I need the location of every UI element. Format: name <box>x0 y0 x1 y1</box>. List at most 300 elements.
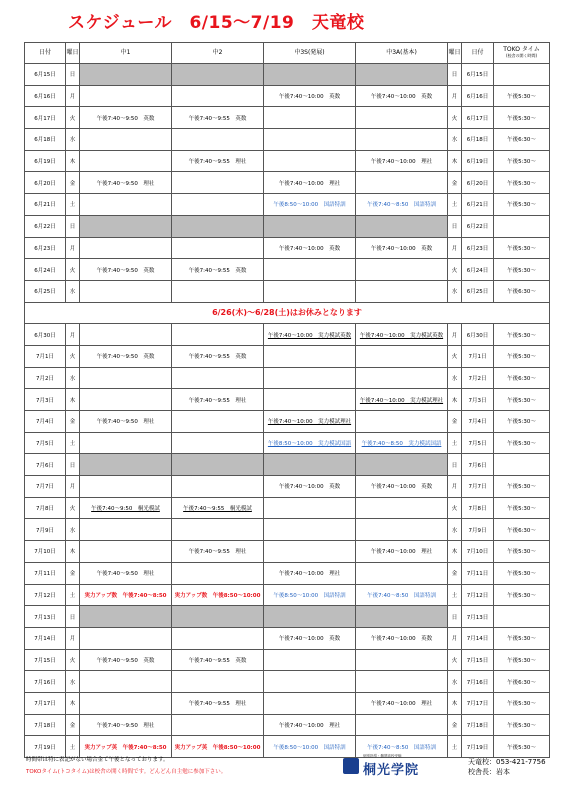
class2-cell <box>172 237 264 259</box>
class3s-cell: 午後7:40〜10:00 理社 <box>264 714 356 736</box>
date-right-cell: 7月4日 <box>462 411 494 433</box>
class3a-cell: 午後7:40〜10:00 英数 <box>356 237 448 259</box>
class2-cell <box>172 606 264 628</box>
class2-cell: 午後7:40〜9:55 理社 <box>172 692 264 714</box>
class3a-cell: 午後7:40〜8:50 国語特訓 <box>356 736 448 758</box>
dow-right-cell: 水 <box>448 671 462 693</box>
schedule-row <box>25 476 550 498</box>
dow-cell: 日 <box>66 64 80 86</box>
class1-cell: 午後7:40〜9:50 理社 <box>80 714 172 736</box>
date-right-cell: 6月21日 <box>462 194 494 216</box>
page-title: スケジュール 6/15〜7/19 天竜校 <box>68 13 365 33</box>
date-cell: 7月1日 <box>25 345 66 367</box>
footnote-hours: 時間帯は特に表記がない場合金て午後となっております。 <box>26 757 169 763</box>
dow-right-cell: 土 <box>448 584 462 606</box>
class1-cell <box>80 627 172 649</box>
contact-head: 校舎長：岩本 <box>468 768 510 776</box>
date-cell: 7月8日 <box>25 497 66 519</box>
dow-cell: 水 <box>66 280 80 302</box>
toko-cell <box>494 454 550 476</box>
footnote-toko: TOKOタイム(トコタイム)は校舎の開く時間です。どんどん自主勉に参加下さい。 <box>26 769 227 775</box>
date-cell: 6月23日 <box>25 237 66 259</box>
class3a-cell <box>356 280 448 302</box>
class3a-cell <box>356 64 448 86</box>
class2-cell <box>172 85 264 107</box>
class2-cell <box>172 129 264 151</box>
dow-cell: 水 <box>66 129 80 151</box>
class1-cell <box>80 194 172 216</box>
class3a-cell: 午後7:40〜10:00 理社 <box>356 692 448 714</box>
class3a-cell <box>356 367 448 389</box>
date-cell: 6月16日 <box>25 85 66 107</box>
date-right-cell: 6月19日 <box>462 150 494 172</box>
date-right-cell: 7月13日 <box>462 606 494 628</box>
date-cell: 7月5日 <box>25 432 66 454</box>
date-right-cell: 6月18日 <box>462 129 494 151</box>
schedule-table <box>24 42 550 758</box>
class3s-cell: 午後8:50〜10:00 実力模試国語 <box>264 432 356 454</box>
class1-cell <box>80 671 172 693</box>
toko-cell: 午後5:30〜 <box>494 649 550 671</box>
dow-cell: 火 <box>66 259 80 281</box>
class3a-cell <box>356 345 448 367</box>
schedule-row <box>25 172 550 194</box>
date-cell: 6月22日 <box>25 215 66 237</box>
date-cell: 6月17日 <box>25 107 66 129</box>
date-cell: 6月18日 <box>25 129 66 151</box>
class1-cell <box>80 541 172 563</box>
dow-cell: 木 <box>66 541 80 563</box>
schedule-row <box>25 627 550 649</box>
class2-cell <box>172 714 264 736</box>
dow-right-cell: 日 <box>448 64 462 86</box>
date-cell: 6月15日 <box>25 64 66 86</box>
school-logo <box>343 754 419 778</box>
toko-cell <box>494 64 550 86</box>
schedule-row <box>25 215 550 237</box>
dow-right-cell: 木 <box>448 692 462 714</box>
date-cell: 7月11日 <box>25 562 66 584</box>
date-cell: 7月7日 <box>25 476 66 498</box>
class1-cell <box>80 606 172 628</box>
class1-cell <box>80 215 172 237</box>
dow-cell: 月 <box>66 324 80 346</box>
date-right-cell: 7月10日 <box>462 541 494 563</box>
dow-cell: 日 <box>66 606 80 628</box>
class2-cell <box>172 215 264 237</box>
class3s-cell: 午後7:40〜10:00 英数 <box>264 476 356 498</box>
class3s-cell <box>264 64 356 86</box>
class1-cell <box>80 129 172 151</box>
class1-cell <box>80 432 172 454</box>
logo-name: 桐光学院 <box>363 763 420 778</box>
schedule-row <box>25 64 550 86</box>
date-right-cell: 7月18日 <box>462 714 494 736</box>
dow-cell: 月 <box>66 237 80 259</box>
class1-cell: 午後7:40〜9:50 英数 <box>80 107 172 129</box>
dow-cell: 火 <box>66 345 80 367</box>
class3s-cell <box>264 389 356 411</box>
class2-cell: 午後7:40〜9:55 桐光模試 <box>172 497 264 519</box>
class1-cell <box>80 150 172 172</box>
header-toko <box>494 43 550 64</box>
class1-cell <box>80 389 172 411</box>
class3a-cell <box>356 172 448 194</box>
date-cell: 6月24日 <box>25 259 66 281</box>
toko-cell: 午後6:30〜 <box>494 280 550 302</box>
dow-right-cell: 土 <box>448 432 462 454</box>
toko-cell: 午後5:30〜 <box>494 150 550 172</box>
class1-cell: 実力アップ英 午後7:40〜8:50 <box>80 736 172 758</box>
toko-cell: 午後6:30〜 <box>494 129 550 151</box>
class3s-cell: 午後7:40〜10:00 実力模試理社 <box>264 411 356 433</box>
class3s-cell <box>264 649 356 671</box>
dow-right-cell: 金 <box>448 714 462 736</box>
toko-cell: 午後5:30〜 <box>494 476 550 498</box>
date-cell: 6月30日 <box>25 324 66 346</box>
toko-cell: 午後5:30〜 <box>494 497 550 519</box>
class2-cell <box>172 280 264 302</box>
date-right-cell: 6月17日 <box>462 107 494 129</box>
class3a-cell <box>356 519 448 541</box>
class1-cell <box>80 64 172 86</box>
header-c3a: 中3A(基本) <box>356 43 448 64</box>
schedule-row <box>25 454 550 476</box>
dow-right-cell: 土 <box>448 736 462 758</box>
date-cell: 7月10日 <box>25 541 66 563</box>
schedule-row <box>25 541 550 563</box>
dow-cell: 火 <box>66 497 80 519</box>
class2-cell <box>172 367 264 389</box>
dow-right-cell: 水 <box>448 280 462 302</box>
header-row <box>25 43 550 64</box>
class3a-cell: 午後7:40〜8:50 国語特訓 <box>356 584 448 606</box>
class3a-cell <box>356 562 448 584</box>
class2-cell <box>172 64 264 86</box>
date-cell: 7月15日 <box>25 649 66 671</box>
dow-cell: 土 <box>66 584 80 606</box>
header-c3s: 中3S(発展) <box>264 43 356 64</box>
dow-right-cell: 月 <box>448 85 462 107</box>
header-toko-sub: (校舎の開く時間) <box>505 53 538 58</box>
dow-cell: 金 <box>66 562 80 584</box>
date-cell: 7月13日 <box>25 606 66 628</box>
schedule-row <box>25 671 550 693</box>
date-cell: 7月9日 <box>25 519 66 541</box>
class2-cell: 実力アップ数 午後8:50〜10:00 <box>172 584 264 606</box>
class3a-cell: 午後7:40〜10:00 英数 <box>356 85 448 107</box>
class3s-cell: 午後7:40〜10:00 英数 <box>264 627 356 649</box>
date-cell: 7月12日 <box>25 584 66 606</box>
class2-cell <box>172 671 264 693</box>
schedule-row <box>25 85 550 107</box>
dow-cell: 金 <box>66 172 80 194</box>
dow-right-cell: 火 <box>448 345 462 367</box>
schedule-row <box>25 324 550 346</box>
class1-cell: 午後7:40〜9:50 理社 <box>80 562 172 584</box>
class3s-cell: 午後7:40〜10:00 英数 <box>264 237 356 259</box>
date-cell: 7月17日 <box>25 692 66 714</box>
class3s-cell <box>264 129 356 151</box>
date-cell: 7月3日 <box>25 389 66 411</box>
class3s-cell <box>264 150 356 172</box>
date-cell: 7月4日 <box>25 411 66 433</box>
date-cell: 7月2日 <box>25 367 66 389</box>
dow-cell: 日 <box>66 454 80 476</box>
dow-right-cell: 日 <box>448 215 462 237</box>
date-cell: 7月18日 <box>25 714 66 736</box>
dow-right-cell: 日 <box>448 606 462 628</box>
dow-cell: 木 <box>66 692 80 714</box>
class3a-cell <box>356 259 448 281</box>
toko-cell: 午後5:30〜 <box>494 411 550 433</box>
date-right-cell: 7月17日 <box>462 692 494 714</box>
schedule-row <box>25 562 550 584</box>
class2-cell <box>172 172 264 194</box>
dow-right-cell: 月 <box>448 476 462 498</box>
schedule-row <box>25 150 550 172</box>
logo-text <box>363 754 419 778</box>
class2-cell <box>172 432 264 454</box>
class3s-cell <box>264 345 356 367</box>
dow-right-cell: 火 <box>448 107 462 129</box>
class3a-cell <box>356 497 448 519</box>
class2-cell: 午後7:40〜9:55 理社 <box>172 389 264 411</box>
dow-right-cell: 火 <box>448 259 462 281</box>
date-cell: 6月21日 <box>25 194 66 216</box>
schedule-row <box>25 714 550 736</box>
class3s-cell: 午後8:50〜10:00 国語特訓 <box>264 736 356 758</box>
dow-right-cell: 土 <box>448 194 462 216</box>
date-right-cell: 6月22日 <box>462 215 494 237</box>
schedule-row <box>25 280 550 302</box>
toko-cell <box>494 606 550 628</box>
toko-cell: 午後5:30〜 <box>494 432 550 454</box>
schedule-row <box>25 649 550 671</box>
toko-cell: 午後5:30〜 <box>494 627 550 649</box>
date-right-cell: 7月9日 <box>462 519 494 541</box>
class2-cell <box>172 454 264 476</box>
class1-cell <box>80 454 172 476</box>
date-right-cell: 7月6日 <box>462 454 494 476</box>
class1-cell: 午後7:40〜9:50 英数 <box>80 345 172 367</box>
date-right-cell: 6月30日 <box>462 324 494 346</box>
class3a-cell <box>356 129 448 151</box>
class3s-cell <box>264 280 356 302</box>
dow-right-cell: 火 <box>448 497 462 519</box>
dow-cell: 木 <box>66 389 80 411</box>
date-right-cell: 6月24日 <box>462 259 494 281</box>
class3s-cell <box>264 215 356 237</box>
class3a-cell: 午後7:40〜10:00 英数 <box>356 476 448 498</box>
toko-cell: 午後5:30〜 <box>494 562 550 584</box>
class3s-cell <box>264 606 356 628</box>
dow-right-cell: 月 <box>448 324 462 346</box>
toko-cell: 午後5:30〜 <box>494 736 550 758</box>
class2-cell: 午後7:40〜9:55 英数 <box>172 259 264 281</box>
toko-cell: 午後5:30〜 <box>494 389 550 411</box>
schedule-row <box>25 345 550 367</box>
class3a-cell: 午後7:40〜8:50 実力模試国語 <box>356 432 448 454</box>
toko-cell: 午後5:30〜 <box>494 107 550 129</box>
date-right-cell: 7月14日 <box>462 627 494 649</box>
dow-right-cell: 金 <box>448 411 462 433</box>
class3s-cell <box>264 454 356 476</box>
dow-cell: 月 <box>66 627 80 649</box>
date-cell: 7月16日 <box>25 671 66 693</box>
class1-cell <box>80 367 172 389</box>
date-cell: 6月20日 <box>25 172 66 194</box>
closure-notice: 6/26(木)〜6/28(土)はお休みとなります <box>25 302 550 324</box>
class1-cell <box>80 324 172 346</box>
class3a-cell: 午後7:40〜10:00 英数 <box>356 627 448 649</box>
class3a-cell: 午後7:40〜10:00 実力模試理社 <box>356 389 448 411</box>
class1-cell: 実力アップ数 午後7:40〜8:50 <box>80 584 172 606</box>
date-right-cell: 6月20日 <box>462 172 494 194</box>
date-right-cell: 7月1日 <box>462 345 494 367</box>
class3s-cell <box>264 497 356 519</box>
schedule-row <box>25 411 550 433</box>
date-right-cell: 7月19日 <box>462 736 494 758</box>
class2-cell <box>172 324 264 346</box>
class3s-cell: 午後7:40〜10:00 英数 <box>264 85 356 107</box>
toko-cell: 午後6:30〜 <box>494 671 550 693</box>
toko-cell: 午後5:30〜 <box>494 194 550 216</box>
header-toko-label: TOKO タイム <box>503 46 540 53</box>
schedule-row <box>25 584 550 606</box>
class3s-cell: 午後8:50〜10:00 国語特訓 <box>264 194 356 216</box>
school-logo-icon <box>343 758 359 774</box>
date-right-cell: 7月2日 <box>462 367 494 389</box>
class2-cell <box>172 562 264 584</box>
class3a-cell <box>356 215 448 237</box>
date-cell: 6月19日 <box>25 150 66 172</box>
toko-cell: 午後5:30〜 <box>494 692 550 714</box>
class3a-cell <box>356 714 448 736</box>
class3a-cell: 午後7:40〜8:50 国語特訓 <box>356 194 448 216</box>
dow-right-cell: 火 <box>448 649 462 671</box>
class1-cell <box>80 280 172 302</box>
dow-right-cell: 木 <box>448 541 462 563</box>
toko-cell: 午後5:30〜 <box>494 324 550 346</box>
class3a-cell <box>356 671 448 693</box>
date-cell: 6月25日 <box>25 280 66 302</box>
date-right-cell: 6月16日 <box>462 85 494 107</box>
class3a-cell: 午後7:40〜10:00 理社 <box>356 150 448 172</box>
toko-cell: 午後5:30〜 <box>494 541 550 563</box>
toko-cell: 午後5:30〜 <box>494 584 550 606</box>
dow-right-cell: 木 <box>448 150 462 172</box>
class2-cell: 実力アップ英 午後8:50〜10:00 <box>172 736 264 758</box>
dow-cell: 水 <box>66 671 80 693</box>
schedule-row <box>25 259 550 281</box>
dow-right-cell: 水 <box>448 367 462 389</box>
dow-right-cell: 金 <box>448 562 462 584</box>
date-cell: 7月6日 <box>25 454 66 476</box>
class3s-cell <box>264 671 356 693</box>
date-right-cell: 7月8日 <box>462 497 494 519</box>
class1-cell: 午後7:40〜9:50 桐光模試 <box>80 497 172 519</box>
class3s-cell: 午後7:40〜10:00 実力模試英数 <box>264 324 356 346</box>
class3s-cell <box>264 107 356 129</box>
date-cell: 7月14日 <box>25 627 66 649</box>
logo-tagline: 個別指導・難関高校受験 <box>363 754 402 758</box>
dow-cell: 月 <box>66 476 80 498</box>
dow-cell: 日 <box>66 215 80 237</box>
schedule-row <box>25 519 550 541</box>
dow-cell: 金 <box>66 411 80 433</box>
class3s-cell <box>264 541 356 563</box>
toko-cell: 午後5:30〜 <box>494 237 550 259</box>
class3s-cell: 午後7:40〜10:00 理社 <box>264 562 356 584</box>
header-c2: 中2 <box>172 43 264 64</box>
class2-cell: 午後7:40〜9:55 理社 <box>172 541 264 563</box>
toko-cell <box>494 215 550 237</box>
header-date: 日付 <box>25 43 66 64</box>
dow-right-cell: 水 <box>448 519 462 541</box>
class3a-cell <box>356 454 448 476</box>
class1-cell <box>80 476 172 498</box>
class3s-cell <box>264 519 356 541</box>
class1-cell: 午後7:40〜9:50 理社 <box>80 411 172 433</box>
date-right-cell: 7月5日 <box>462 432 494 454</box>
dow-cell: 月 <box>66 85 80 107</box>
toko-cell: 午後5:30〜 <box>494 714 550 736</box>
class3a-cell: 午後7:40〜10:00 実力模試英数 <box>356 324 448 346</box>
schedule-row <box>25 692 550 714</box>
header-c1: 中1 <box>80 43 172 64</box>
class3a-cell <box>356 411 448 433</box>
toko-cell: 午後5:30〜 <box>494 259 550 281</box>
schedule-row <box>25 367 550 389</box>
date-right-cell: 7月15日 <box>462 649 494 671</box>
class1-cell: 午後7:40〜9:50 英数 <box>80 649 172 671</box>
class3a-cell <box>356 606 448 628</box>
dow-right-cell: 水 <box>448 129 462 151</box>
dow-cell: 火 <box>66 107 80 129</box>
date-right-cell: 6月23日 <box>462 237 494 259</box>
class1-cell: 午後7:40〜9:50 理社 <box>80 172 172 194</box>
class2-cell <box>172 627 264 649</box>
class1-cell: 午後7:40〜9:50 英数 <box>80 259 172 281</box>
dow-cell: 火 <box>66 649 80 671</box>
class2-cell <box>172 411 264 433</box>
schedule-row <box>25 606 550 628</box>
dow-cell: 土 <box>66 432 80 454</box>
dow-right-cell: 木 <box>448 389 462 411</box>
class2-cell <box>172 519 264 541</box>
dow-right-cell: 月 <box>448 627 462 649</box>
schedule-row <box>25 107 550 129</box>
class3a-cell <box>356 649 448 671</box>
class1-cell <box>80 692 172 714</box>
class2-cell <box>172 194 264 216</box>
dow-right-cell: 日 <box>448 454 462 476</box>
class3s-cell <box>264 259 356 281</box>
toko-cell: 午後5:30〜 <box>494 345 550 367</box>
date-cell: 7月19日 <box>25 736 66 758</box>
dow-cell: 土 <box>66 736 80 758</box>
class1-cell <box>80 85 172 107</box>
class3s-cell: 午後8:50〜10:00 国語特訓 <box>264 584 356 606</box>
date-right-cell: 7月7日 <box>462 476 494 498</box>
date-right-cell: 7月11日 <box>462 562 494 584</box>
class3s-cell <box>264 367 356 389</box>
schedule-row <box>25 129 550 151</box>
class1-cell <box>80 237 172 259</box>
closure-notice-row <box>25 302 550 324</box>
contact-phone: 天竜校：053-421-7756 <box>468 758 546 766</box>
